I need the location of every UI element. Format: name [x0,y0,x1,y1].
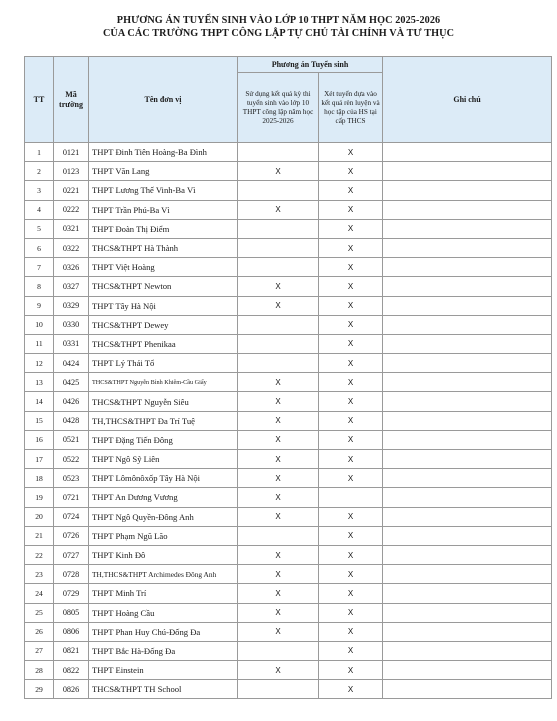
row-ten-don-vi: THPT Tây Hà Nội [89,296,238,315]
row-pa2-mark: X [319,181,383,200]
row-tt: 17 [25,450,54,469]
row-ma-truong: 0428 [54,411,89,430]
row-pa1-mark: X [238,603,319,622]
table-row [25,315,552,334]
header-ghi-chu: Ghi chú [383,57,552,143]
row-tt: 10 [25,315,54,334]
header-ma-truong-line1: Mã [65,89,77,99]
row-pa2-mark: X [319,296,383,315]
row-ma-truong: 0327 [54,277,89,296]
row-tt: 24 [25,584,54,603]
row-tt: 16 [25,430,54,449]
row-pa1-mark [238,680,319,699]
document-title [0,14,557,40]
row-pa1-mark: X [238,565,319,584]
row-ten-don-vi: THPT Lương Thế Vinh-Ba Vì [89,181,238,200]
header-tt: TT [25,57,54,143]
table-row [25,661,552,680]
row-ghi-chu [383,373,552,392]
row-ma-truong: 0322 [54,238,89,257]
row-ghi-chu [383,315,552,334]
table-row [25,680,552,699]
table-row [25,526,552,545]
row-pa2-mark: X [319,641,383,660]
row-tt: 18 [25,469,54,488]
row-pa1-mark [238,526,319,545]
row-pa1-mark: X [238,507,319,526]
row-pa1-mark: X [238,277,319,296]
row-pa2-mark: X [319,469,383,488]
row-pa2-mark: X [319,200,383,219]
row-ghi-chu [383,584,552,603]
row-pa1-mark: X [238,545,319,564]
row-tt: 22 [25,545,54,564]
row-tt: 11 [25,334,54,353]
row-ghi-chu [383,277,552,296]
row-pa2-mark: X [319,334,383,353]
table-row [25,641,552,660]
row-pa2-mark: X [319,411,383,430]
row-ghi-chu [383,641,552,660]
row-ten-don-vi: THPT Trần Phú-Ba Vì [89,200,238,219]
row-ma-truong: 0724 [54,507,89,526]
row-tt: 12 [25,354,54,373]
row-pa1-mark: X [238,430,319,449]
row-tt: 13 [25,373,54,392]
row-ma-truong: 0522 [54,450,89,469]
row-pa2-mark: X [319,430,383,449]
row-ten-don-vi: THPT Đặng Tiến Đông [89,430,238,449]
row-tt: 28 [25,661,54,680]
admission-table [24,56,552,699]
row-tt: 27 [25,641,54,660]
title-line-1: PHƯƠNG ÁN TUYỂN SINH VÀO LỚP 10 THPT NĂM HỌC 2025-2026 [116,15,441,26]
row-ma-truong: 0425 [54,373,89,392]
row-tt: 29 [25,680,54,699]
row-pa2-mark: X [319,392,383,411]
table-row [25,545,552,564]
row-pa2-mark: X [319,545,383,564]
row-ghi-chu [383,526,552,545]
table-row [25,200,552,219]
row-tt: 5 [25,219,54,238]
table-row [25,411,552,430]
row-ten-don-vi: THPT Văn Lang [89,162,238,181]
row-pa2-mark: X [319,258,383,277]
table-row [25,450,552,469]
row-ghi-chu [383,622,552,641]
row-pa1-mark: X [238,373,319,392]
row-pa1-mark [238,219,319,238]
table-row [25,430,552,449]
table-row [25,603,552,622]
row-tt: 15 [25,411,54,430]
row-tt: 23 [25,565,54,584]
table-row [25,469,552,488]
table-row [25,392,552,411]
row-ten-don-vi: THCS&THPT Hà Thành [89,238,238,257]
row-ten-don-vi: THCS&THPT Nguyễn Siêu [89,392,238,411]
row-pa2-mark: X [319,450,383,469]
row-ma-truong: 0424 [54,354,89,373]
header-ma-truong-line2: trường [59,99,83,109]
row-pa2-mark: X [319,315,383,334]
row-ma-truong: 0221 [54,181,89,200]
row-pa1-mark [238,315,319,334]
row-tt: 1 [25,143,54,162]
row-pa1-mark: X [238,661,319,680]
row-pa1-mark [238,334,319,353]
row-pa2-mark: X [319,680,383,699]
row-ma-truong: 0121 [54,143,89,162]
row-ma-truong: 0329 [54,296,89,315]
row-pa1-mark [238,143,319,162]
row-ghi-chu [383,507,552,526]
row-ma-truong: 0222 [54,200,89,219]
row-ghi-chu [383,296,552,315]
row-ghi-chu [383,354,552,373]
row-ten-don-vi: THCS&THPT Dewey [89,315,238,334]
row-ten-don-vi: THCS&THPT Phenikaa [89,334,238,353]
table-row [25,162,552,181]
row-tt: 8 [25,277,54,296]
table-row [25,258,552,277]
header-ten-don-vi: Tên đơn vị [89,57,238,143]
row-ma-truong: 0806 [54,622,89,641]
table-row [25,373,552,392]
row-pa2-mark: X [319,219,383,238]
row-tt: 26 [25,622,54,641]
table-row [25,219,552,238]
row-tt: 2 [25,162,54,181]
row-pa1-mark: X [238,200,319,219]
table-row [25,334,552,353]
row-ma-truong: 0727 [54,545,89,564]
row-ghi-chu [383,143,552,162]
row-ma-truong: 0321 [54,219,89,238]
row-tt: 3 [25,181,54,200]
row-pa1-mark: X [238,469,319,488]
table-row [25,143,552,162]
table-row [25,354,552,373]
row-ghi-chu [383,545,552,564]
row-ten-don-vi: THPT Bắc Hà-Đống Đa [89,641,238,660]
row-tt: 19 [25,488,54,507]
row-ghi-chu [383,181,552,200]
row-ma-truong: 0326 [54,258,89,277]
row-ten-don-vi: THPT Lômônôxốp Tây Hà Nội [89,469,238,488]
header-phuong-an: Phương án Tuyển sinh [238,57,383,73]
row-ghi-chu [383,238,552,257]
row-ghi-chu [383,488,552,507]
row-tt: 4 [25,200,54,219]
row-ma-truong: 0721 [54,488,89,507]
row-ghi-chu [383,469,552,488]
row-tt: 20 [25,507,54,526]
row-ma-truong: 0805 [54,603,89,622]
row-ten-don-vi: THPT An Dương Vương [89,488,238,507]
row-ten-don-vi: TH,THCS&THPT Đa Trí Tuệ [89,411,238,430]
row-ghi-chu [383,565,552,584]
row-pa1-mark [238,641,319,660]
row-pa1-mark: X [238,488,319,507]
row-ten-don-vi: THCS&THPT TH School [89,680,238,699]
row-ten-don-vi: THPT Phạm Ngũ Lão [89,526,238,545]
row-ma-truong: 0726 [54,526,89,545]
row-ghi-chu [383,603,552,622]
table-row [25,181,552,200]
row-ghi-chu [383,661,552,680]
row-ghi-chu [383,392,552,411]
row-pa1-mark [238,258,319,277]
table-row [25,507,552,526]
row-ma-truong: 0426 [54,392,89,411]
row-tt: 14 [25,392,54,411]
row-ghi-chu [383,334,552,353]
row-pa2-mark: X [319,661,383,680]
row-ma-truong: 0523 [54,469,89,488]
row-ma-truong: 0821 [54,641,89,660]
table-row [25,238,552,257]
row-ma-truong: 0729 [54,584,89,603]
row-pa2-mark: X [319,526,383,545]
table-body [25,143,552,699]
row-pa1-mark [238,181,319,200]
row-pa2-mark: X [319,354,383,373]
row-ghi-chu [383,450,552,469]
table-row [25,277,552,296]
header-ma-truong [54,57,89,143]
row-tt: 6 [25,238,54,257]
row-pa2-mark [319,488,383,507]
row-ten-don-vi: THPT Einstein [89,661,238,680]
row-ten-don-vi: THPT Ngô Quyền-Đông Anh [89,507,238,526]
row-ten-don-vi: THPT Đinh Tiên Hoàng-Ba Đình [89,143,238,162]
header-pa1: Sử dụng kết quả kỳ thi tuyển sinh vào lớp 10 THPT công lập năm học 2025-2026 [238,73,319,143]
row-tt: 25 [25,603,54,622]
table-row [25,296,552,315]
row-ten-don-vi: THPT Phan Huy Chú-Đống Đa [89,622,238,641]
row-ma-truong: 0822 [54,661,89,680]
table-row [25,622,552,641]
row-ghi-chu [383,162,552,181]
row-ten-don-vi: THPT Việt Hoàng [89,258,238,277]
row-pa1-mark: X [238,411,319,430]
row-ten-don-vi: THPT Hoàng Cầu [89,603,238,622]
row-pa1-mark [238,354,319,373]
row-pa1-mark: X [238,584,319,603]
table-row [25,584,552,603]
row-ten-don-vi: THPT Minh Trí [89,584,238,603]
row-ghi-chu [383,219,552,238]
row-ten-don-vi: THPT Đoàn Thị Điểm [89,219,238,238]
row-pa2-mark: X [319,277,383,296]
row-pa1-mark: X [238,622,319,641]
row-tt: 7 [25,258,54,277]
title-line-2: CỦA CÁC TRƯỜNG THPT CÔNG LẬP TỰ CHỦ TÀI CHÍNH VÀ TƯ THỤC [102,28,455,39]
row-ten-don-vi: TH,THCS&THPT Archimedes Đông Anh [89,565,238,584]
row-ten-don-vi: THCS&THPT Newton [89,277,238,296]
row-pa2-mark: X [319,603,383,622]
row-ma-truong: 0331 [54,334,89,353]
row-pa1-mark: X [238,450,319,469]
row-pa2-mark: X [319,238,383,257]
row-pa2-mark: X [319,565,383,584]
row-pa1-mark: X [238,392,319,411]
row-ghi-chu [383,430,552,449]
row-ghi-chu [383,680,552,699]
row-pa2-mark: X [319,143,383,162]
row-ma-truong: 0330 [54,315,89,334]
table-row [25,565,552,584]
row-pa2-mark: X [319,622,383,641]
table-row [25,488,552,507]
row-ma-truong: 0123 [54,162,89,181]
row-ten-don-vi: THPT Kinh Đô [89,545,238,564]
row-ma-truong: 0521 [54,430,89,449]
row-pa2-mark: X [319,507,383,526]
row-ghi-chu [383,200,552,219]
row-ten-don-vi: THCS&THPT Nguyễn Bỉnh Khiêm-Cầu Giấy [89,373,238,392]
row-ghi-chu [383,258,552,277]
row-pa2-mark: X [319,162,383,181]
row-pa1-mark: X [238,162,319,181]
row-pa1-mark: X [238,296,319,315]
row-pa1-mark [238,238,319,257]
row-ma-truong: 0826 [54,680,89,699]
row-pa2-mark: X [319,373,383,392]
header-pa2: Xét tuyển dựa vào kết quả rèn luyện và học tập của HS tại cấp THCS [319,73,383,143]
row-pa2-mark: X [319,584,383,603]
row-ten-don-vi: THPT Lý Thái Tổ [89,354,238,373]
row-ma-truong: 0728 [54,565,89,584]
row-ghi-chu [383,411,552,430]
row-tt: 21 [25,526,54,545]
row-ten-don-vi: THPT Ngô Sỹ Liên [89,450,238,469]
row-tt: 9 [25,296,54,315]
